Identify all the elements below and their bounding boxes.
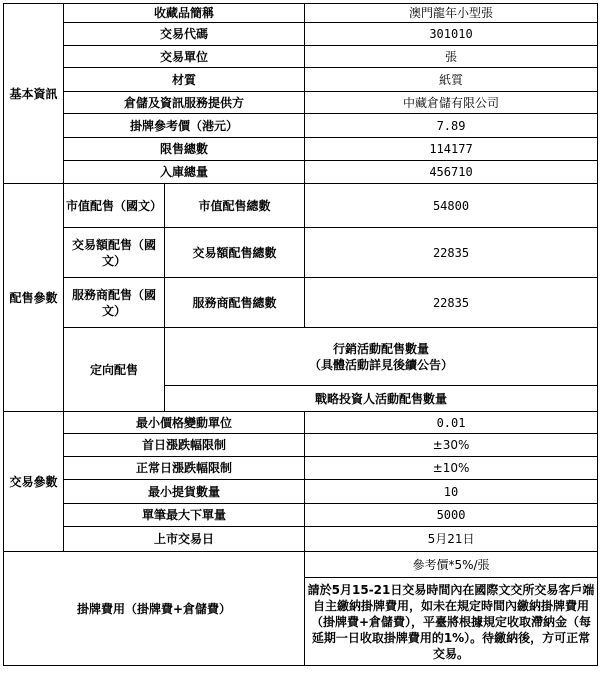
marketing-activity-label-line2: （具體活動詳見後續公告） [309,357,454,372]
section-placement: 配售參數 [4,184,64,412]
label-market-placement-total: 市值配售總數 [165,184,305,228]
label-min-tick: 最小價格變動單位 [64,412,305,434]
value-reference-price: 7.89 [305,114,598,138]
value-storage-provider: 中藏倉儲有限公司 [305,92,598,114]
label-min-delivery: 最小提貨數量 [64,480,305,504]
label-max-order: 單筆最大下單量 [64,504,305,527]
label-listing-fee: 掛牌費用（掛牌費+倉儲費） [4,552,305,666]
label-material: 材質 [64,68,305,92]
value-warehoused-total: 456710 [305,161,598,184]
group-provider-placement: 服務商配售（國文） [64,278,165,328]
group-market-placement: 市值配售（國文） [64,184,165,228]
value-restricted-total: 114177 [305,138,598,161]
label-reference-price: 掛牌參考價（港元） [64,114,305,138]
group-directed-placement: 定向配售 [64,328,165,412]
fee-payment-note: 請於5月15-21日交易時間內在國際文交所交易客戶端自主繳納掛牌費用，如未在規定時間內繳納掛牌費用（掛牌費+倉儲費），平臺將根據規定收取滯納金（每延期一日收取掛牌費用的1%）。待繳納後，方可正常交易。 [305,578,598,666]
label-trading-code: 交易代碼 [64,23,305,46]
value-provider-placement-total: 22835 [305,278,598,328]
value-min-tick: 0.01 [305,412,598,434]
label-normal-day-limit: 正常日漲跌幅限制 [64,457,305,480]
label-first-day-limit: 首日漲跌幅限制 [64,434,305,457]
section-basic-info: 基本資訊 [4,4,64,184]
label-listing-date: 上市交易日 [64,527,305,552]
value-fee-rate: 參考價*5%/張 [305,552,598,578]
section-trading: 交易參數 [4,412,64,552]
label-restricted-total: 限售總數 [64,138,305,161]
label-strategic-investor-placement: 戰略投資人活動配售數量 [165,386,598,412]
label-marketing-activity-placement [165,328,598,386]
label-warehoused-total: 入庫總量 [64,161,305,184]
collectible-listing-table [3,3,598,666]
value-max-order: 5000 [305,504,598,527]
marketing-activity-label-line1: 行銷活動配售數量 [333,341,430,356]
label-provider-placement-total: 服務商配售總數 [165,278,305,328]
label-trading-unit: 交易單位 [64,46,305,68]
value-listing-date: 5月21日 [305,527,598,552]
value-volume-placement-total: 22835 [305,228,598,278]
value-trading-code: 301010 [305,23,598,46]
value-trading-unit: 張 [305,46,598,68]
label-storage-provider: 倉儲及資訊服務提供方 [64,92,305,114]
value-collectible-name: 澳門龍年小型張 [305,4,598,23]
value-normal-day-limit: ±10% [305,457,598,480]
group-volume-placement: 交易額配售（國文） [64,228,165,278]
value-market-placement-total: 54800 [305,184,598,228]
label-collectible-name: 收藏品簡稱 [64,4,305,23]
label-volume-placement-total: 交易額配售總數 [165,228,305,278]
value-first-day-limit: ±30% [305,434,598,457]
value-material: 紙質 [305,68,598,92]
value-min-delivery: 10 [305,480,598,504]
